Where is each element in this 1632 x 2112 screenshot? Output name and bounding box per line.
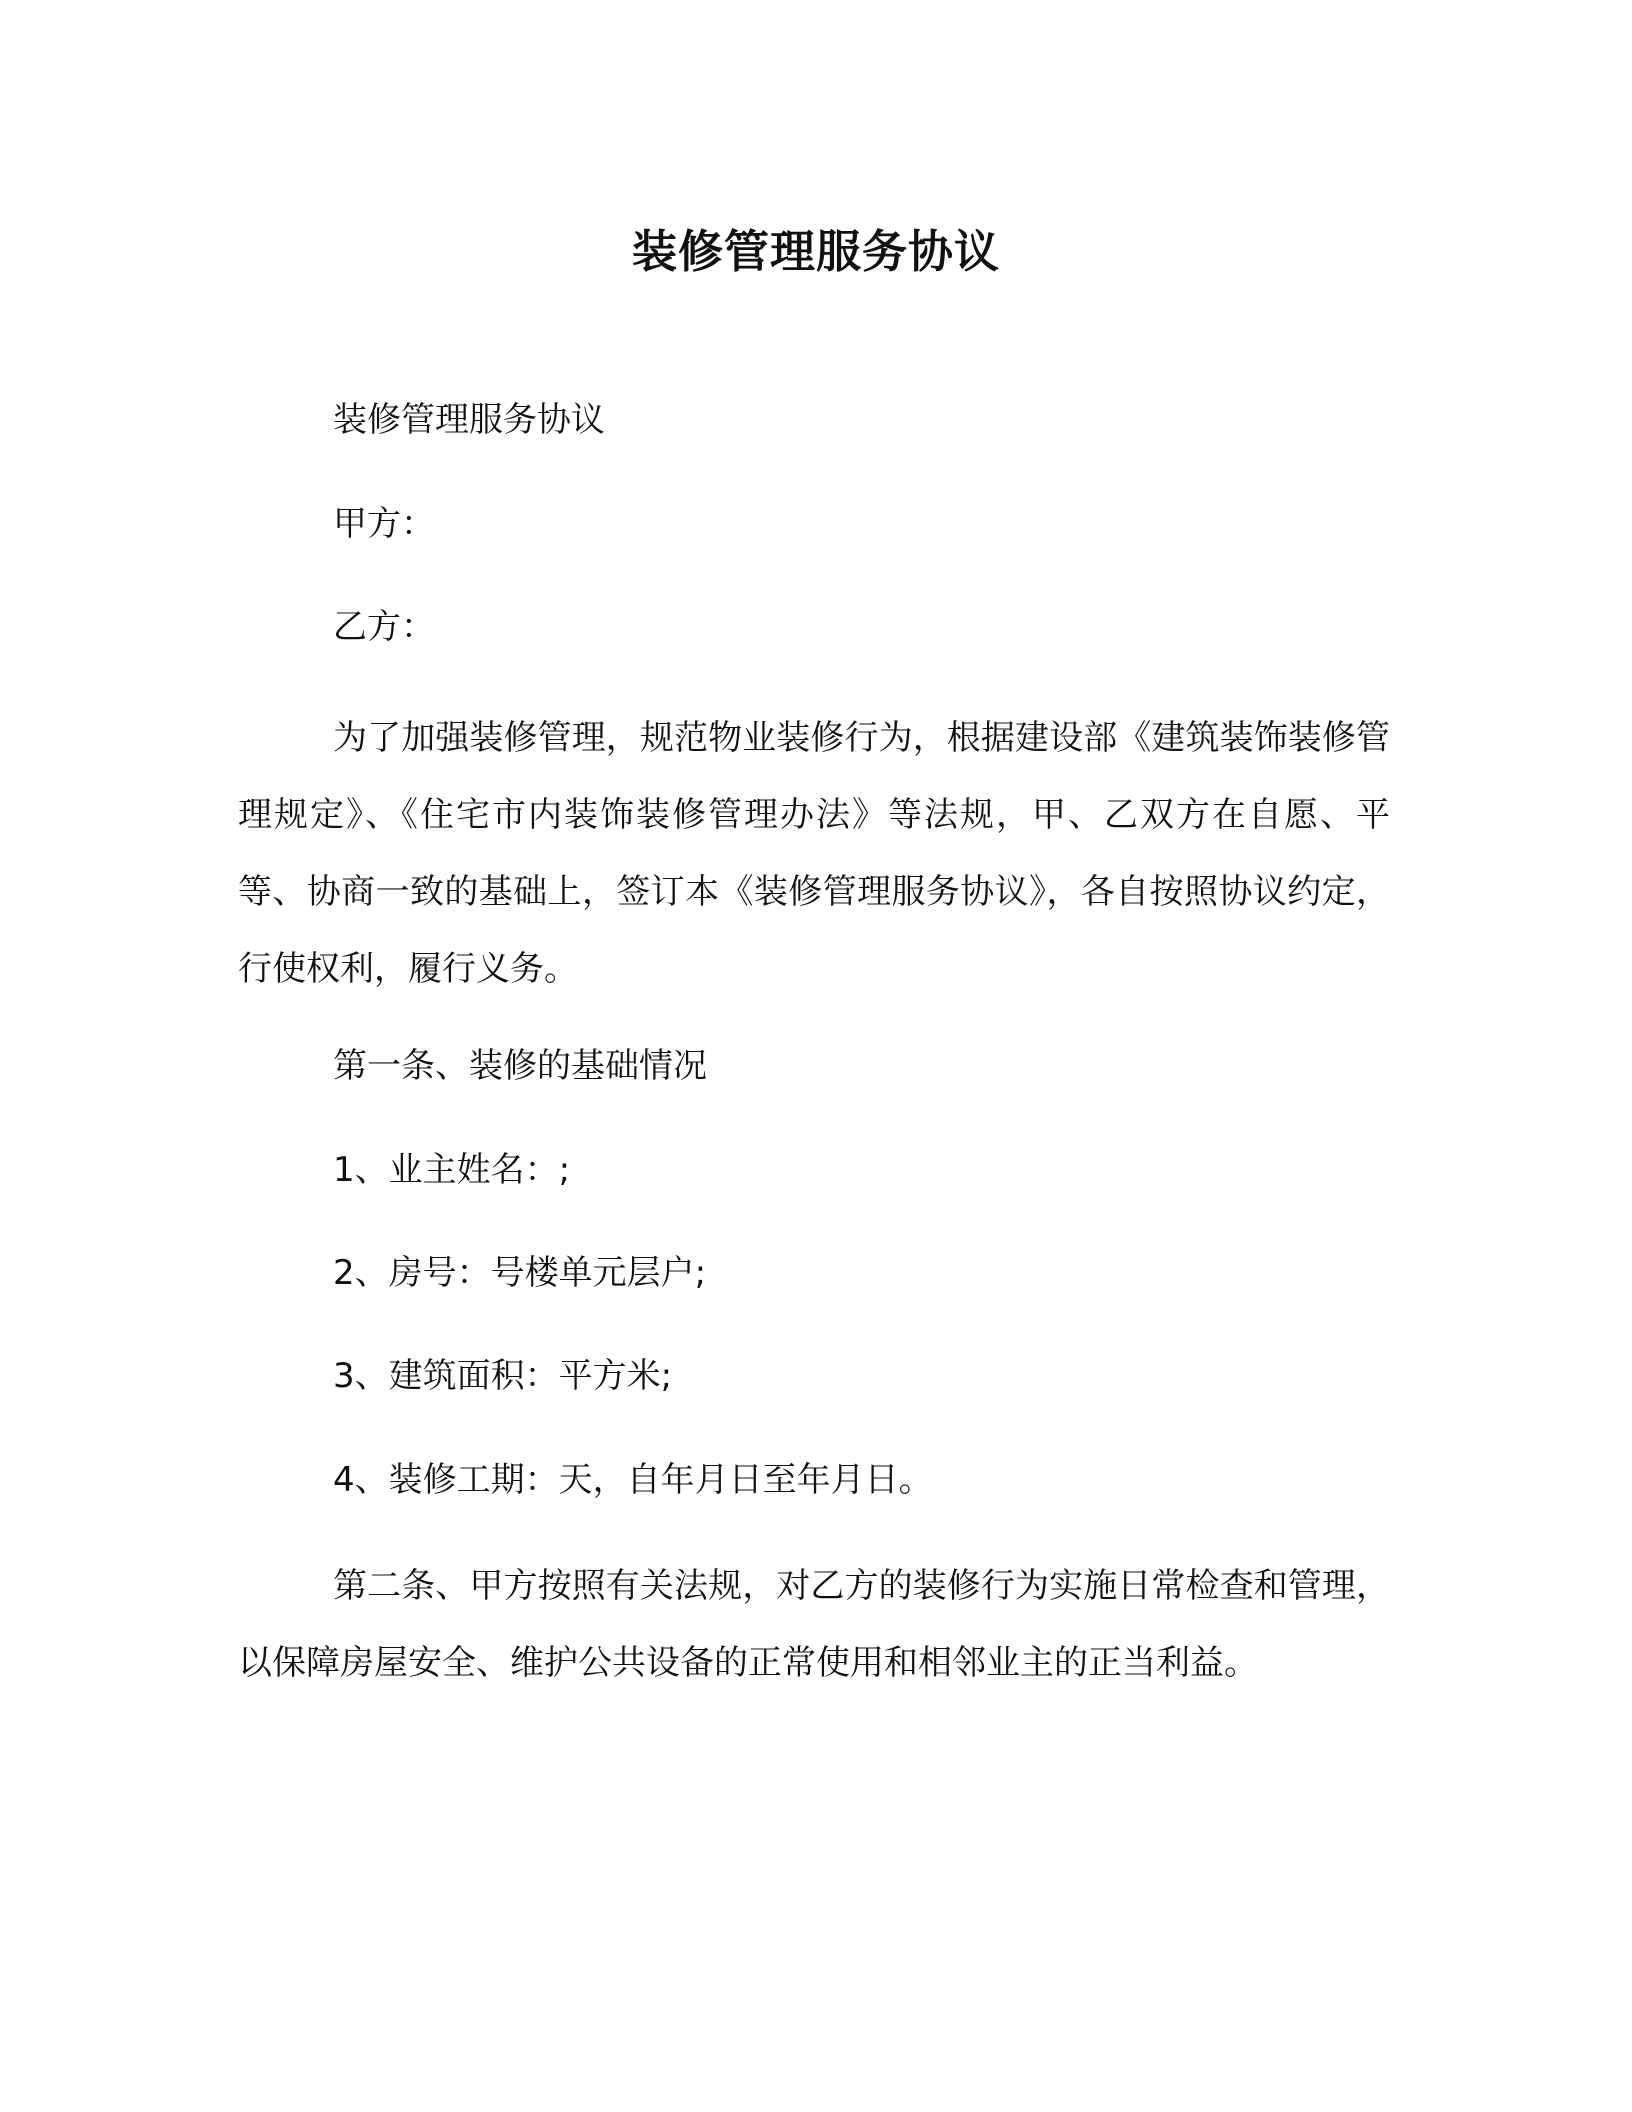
preamble-paragraph: 为了加强装修管理，规范物业装修行为，根据建设部《建筑装饰装修管理规定》、《住宅市内装饰装修管理办法》等法规，甲、乙双方在自愿、平等、协商一致的基础上，签订本《装修管理服务协议》，各自按照协议约定，行使权利，履行义务。 (238, 718, 1390, 989)
article-1-item-room-number: 2、房号：号楼单元层户; (333, 1253, 707, 1293)
article-2-paragraph: 第二条、甲方按照有关法规，对乙方的装修行为实施日常检查和管理，以保障房屋安全、维护公共设备的正常使用和相邻业主的正当利益。 (238, 1566, 1390, 1683)
article-1-heading: 第一条、装修的基础情况 (333, 1046, 707, 1086)
document-subtitle: 装修管理服务协议 (333, 400, 605, 440)
article-1-item-floor-area: 3、建筑面积：平方米; (333, 1356, 673, 1396)
article-1-item-owner-name: 1、业主姓名：; (333, 1150, 571, 1190)
document-title: 装修管理服务协议 (631, 225, 1000, 278)
party-b-label: 乙方： (333, 607, 435, 647)
party-a-label: 甲方： (333, 504, 435, 544)
article-1-item-construction-period: 4、装修工期：天，自年月日至年月日。 (333, 1460, 933, 1500)
